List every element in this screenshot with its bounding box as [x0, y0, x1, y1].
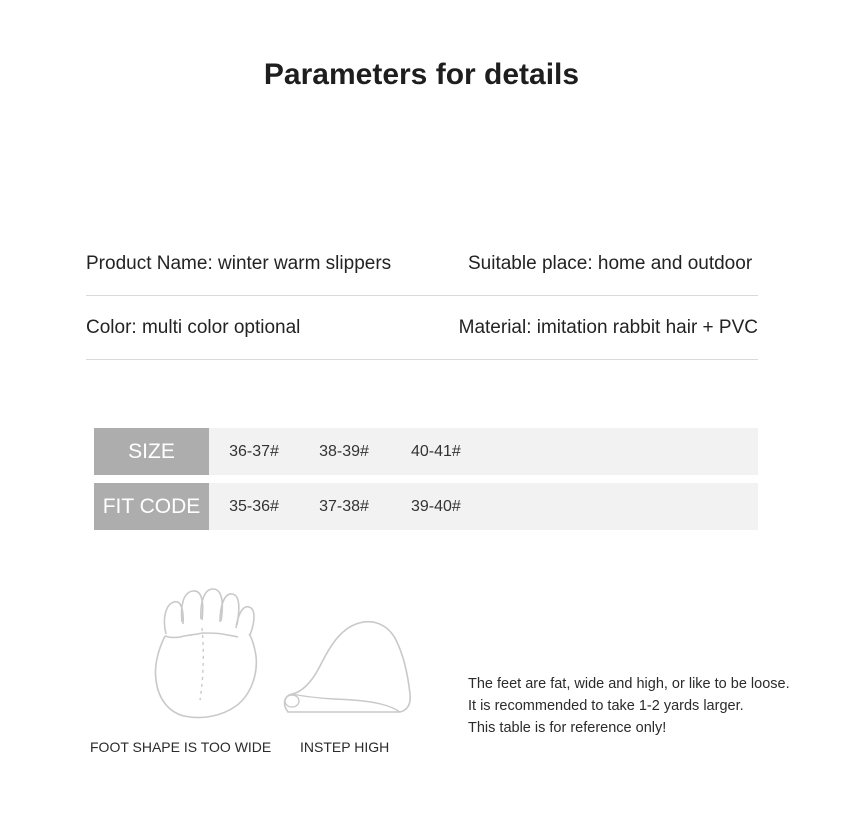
- fit-code-cell: 37-38#: [319, 497, 369, 515]
- spec-row: [86, 232, 758, 296]
- fit-code-cell: 39-40#: [411, 497, 461, 515]
- size-cell: 36-37#: [229, 442, 279, 460]
- instep-diagram: [268, 600, 428, 735]
- table-row: [94, 483, 758, 530]
- size-table: [94, 428, 758, 530]
- fit-code-cell: 35-36#: [229, 497, 279, 515]
- note-line-2: It is recommended to take 1-2 yards larger.: [468, 698, 744, 714]
- spec-product-name: Product Name: winter warm slippers: [86, 252, 392, 274]
- spec-suitable-place: Suitable place: home and outdoor: [468, 252, 753, 274]
- specification-list: [86, 232, 758, 360]
- foot-diagram-area: [0, 578, 843, 758]
- foot-side-view-icon: [268, 600, 438, 730]
- size-row-header: SIZE: [94, 428, 209, 475]
- size-cell: 38-39#: [319, 442, 369, 460]
- note-line-1: The feet are fat, wide and high, or like to be loose.: [468, 676, 790, 692]
- note-line-3: This table is for reference only!: [468, 720, 667, 736]
- instep-caption: INSTEP HIGH: [300, 739, 390, 755]
- table-row: [94, 428, 758, 475]
- reference-note: [468, 673, 838, 739]
- spec-color: Color: multi color optional: [86, 316, 301, 338]
- foot-shape-caption: FOOT SHAPE IS TOO WIDE: [90, 739, 272, 755]
- size-cell: 40-41#: [411, 442, 461, 460]
- spec-row: [86, 296, 758, 360]
- spec-material: Material: imitation rabbit hair + PVC: [458, 316, 758, 338]
- page-title: Parameters for details: [263, 58, 580, 91]
- fit-code-row-header: FIT CODE: [94, 483, 209, 530]
